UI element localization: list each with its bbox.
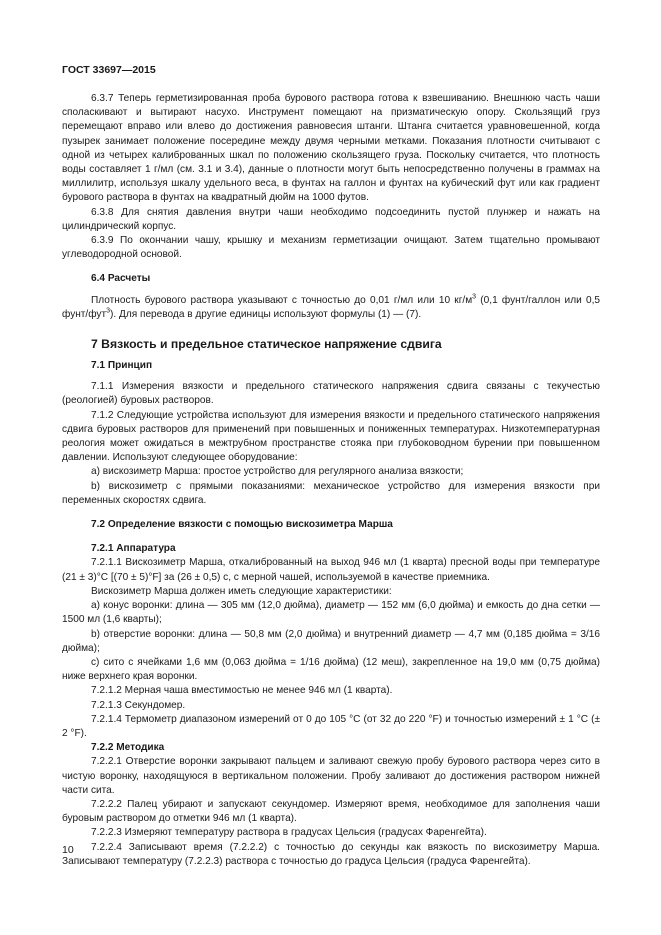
paragraph-6-3-8: 6.3.8 Для снятия давления внутри чаши необходимо подсоединить пустой плунжер и нажать на цилиндрический корпус.: [62, 206, 600, 232]
page-number: 10: [62, 844, 74, 856]
paragraph-7-2-2-4: 7.2.2.4 Записывают время (7.2.2.2) с точностью до секунды как вязкость по вискозиметру Марша. Записывают температуру (7.2.2.3) раствора с точностью до градуса Цельсия (градуса Фаренгейта).: [62, 841, 600, 867]
heading-7-2-1: 7.2.1 Аппаратура: [91, 543, 176, 555]
paragraph-6-4-part2: (0,1 фунт/галлон или 0,5 фунт/фут: [62, 294, 600, 320]
paragraph-6-3-7: 6.3.7 Теперь герметизированная проба бурового раствора готова к взвешиванию. Внешнюю часть чаши споласкивают и вытирают насухо. Инструмент помещают на призматическую опору. Скользящий груз перемещают вправо или влево до достижения равновесия штанги. Штанга считается уравновешенной, когда пузырек занимает положение посередине между двумя черными метками. Показания плотности считывают с одной из четырех калиброванных шкал по положению скользящего груза. Поскольку считается, что плотность воды составляет 1 г/мл (см. 3.1 и 3.4), данные о плотности могут быть непосредственно получены в граммах на миллилитр, используя шкалу удельного веса, в фунтах на галлон и фунтах на кубический фут или как градиент бурового раствора в фунтах на квадратный дюйм на 1000 футов.: [62, 93, 600, 204]
heading-6-4: 6.4 Расчеты: [91, 273, 151, 285]
heading-7-2-2: 7.2.2 Методика: [91, 742, 165, 754]
document-header: ГОСТ 33697—2015: [62, 64, 156, 76]
paragraph-7-2-1-3: 7.2.1.3 Секундомер.: [91, 699, 186, 711]
paragraph-7-2-2-3: 7.2.2.3 Измеряют температуру раствора в градусах Цельсия (градусах Фаренгейта).: [91, 827, 487, 839]
paragraph-7-1-2: 7.1.2 Следующие устройства используют для измерения вязкости и предельного статического напряжения сдвига буровых растворов для применений при повышенных и пониженных температурах. Низкотемпературная реология может ожидаться в межтрубном пространстве стояка при глубоководном бурении при повышенном давлении. Используют следующее оборудование:: [62, 409, 600, 464]
list-item-7-1-2-a: a) вискозиметр Марша: простое устройство для регулярного анализа вязкости;: [91, 466, 464, 478]
heading-7-1: 7.1 Принцип: [91, 360, 153, 372]
paragraph-7-2-1-4: 7.2.1.4 Термометр диапазоном измерений от 0 до 105 °С (от 32 до 220 °F) и точностью измерений ± 1 °С (± 2 °F).: [62, 713, 600, 739]
superscript-cubic-2: 3: [106, 307, 111, 315]
heading-7-2: 7.2 Определение вязкости с помощью вискозиметра Марша: [91, 519, 393, 531]
paragraph-6-4-part1: Плотность бурового раствора указывают с точностью до 0,01 г/мл или 10 кг/м: [91, 294, 473, 306]
superscript-cubic-1: 3: [472, 293, 477, 301]
list-item-7-1-2-b: b) вискозиметр с прямыми показаниями: механическое устройство для измерения вязкости при переменных скоростях сдвига.: [62, 480, 600, 506]
paragraph-marsh-characteristics: Вискозиметр Марша должен иметь следующие характеристики:: [91, 585, 392, 597]
paragraph-6-3-9: 6.3.9 По окончании чашу, крышку и механизм герметизации очищают. Затем тщательно промывают углеводородной основой.: [62, 235, 600, 261]
paragraph-7-2-1-2: 7.2.1.2 Мерная чаша вместимостью не менее 946 мл (1 кварта).: [91, 685, 393, 697]
document-body: [62, 92, 600, 869]
paragraph-6-4-part3: ). Для перевода в другие единицы используют формулы (1) — (7).: [110, 308, 422, 320]
list-item-marsh-a: a) конус воронки: длина — 305 мм (12,0 дюйма), диаметр — 152 мм (6,0 дюйма) и емкость до дна сетки — 1500 мл (1,6 кварты);: [62, 600, 600, 626]
paragraph-7-1-1: 7.1.1 Измерения вязкости и предельного статического напряжения сдвига связаны с текучестью (реологией) буровых растворов.: [62, 381, 600, 407]
list-item-marsh-b: b) отверстие воронки: длина — 50,8 мм (2,0 дюйма) и внутренний диаметр — 4,7 мм (0,185 дюйма = 3/16 дюйма);: [62, 628, 600, 654]
paragraph-7-2-2-1: 7.2.2.1 Отверстие воронки закрывают пальцем и заливают свежую пробу бурового раствора через сито в чистую воронку, находящуюся в вертикальном положении. Пробу заливают до достижения раствором нижней части сита.: [62, 756, 600, 796]
list-item-marsh-c: c) сито с ячейками 1,6 мм (0,063 дюйма = 1/16 дюйма) (12 меш), закрепленное на 19,0 мм (0,75 дюйма) ниже верхнего края воронки.: [62, 656, 600, 683]
paragraph-7-2-1-1: 7.2.1.1 Вискозиметр Марша, откалиброванный на выход 946 мл (1 кварта) пресной воды при температуре (21 ± 3)°С [(70 ± 5)°F] за (26 ± 0,5) с, с мерной чашей, используемой в качестве приемника.: [62, 557, 600, 583]
paragraph-6-4: [62, 294, 600, 322]
heading-7: 7 Вязкость и предельное статическое напряжение сдвига: [91, 337, 442, 352]
paragraph-7-2-2-2: 7.2.2.2 Палец убирают и запускают секундомер. Измеряют время, необходимое для заполнения чаши буровым раствором до отметки 946 мл (1 кварта).: [62, 798, 600, 825]
